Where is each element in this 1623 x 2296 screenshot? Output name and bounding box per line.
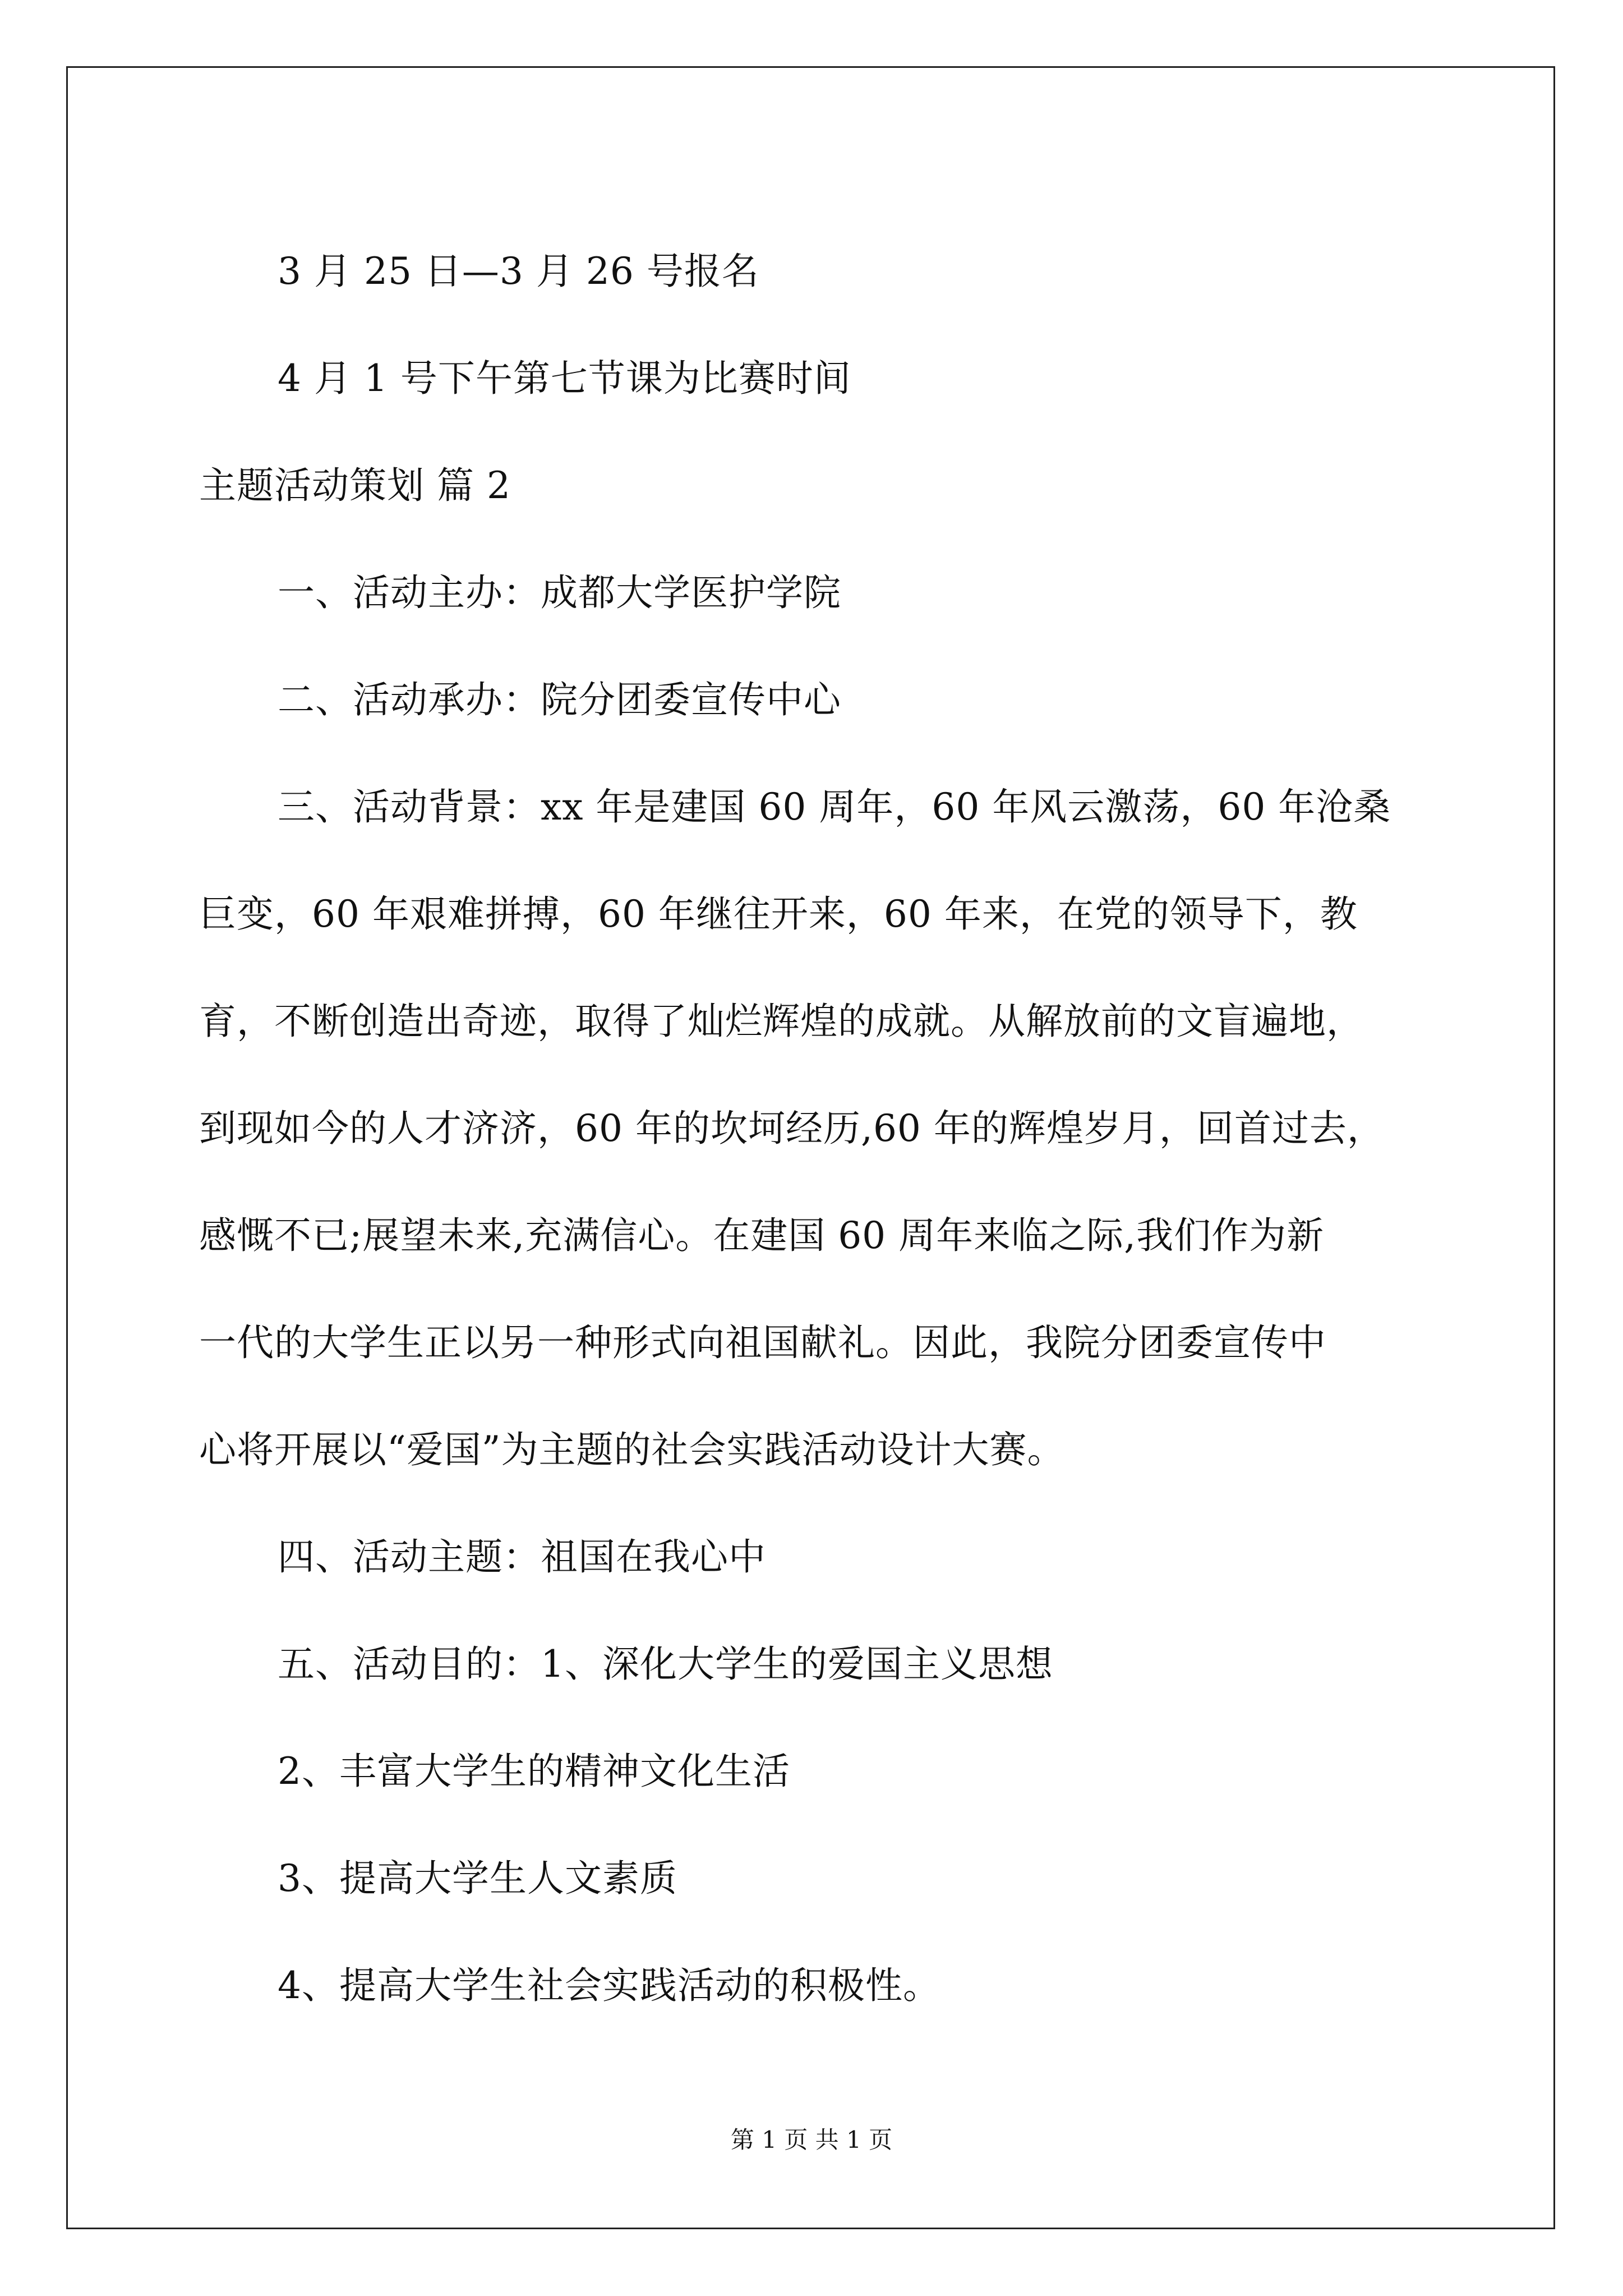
text-line: 三、活动背景：xx 年是建国 60 周年，60 年风云激荡，60 年沧桑 xyxy=(278,785,1391,829)
text-line: 五、活动目的：1、深化大学生的爱国主义思想 xyxy=(278,1642,1053,1686)
text-line: 一、活动主办：成都大学医护学院 xyxy=(278,571,841,614)
document-body xyxy=(199,218,1438,2039)
text-line: 四、活动主题：祖国在我心中 xyxy=(278,1535,766,1579)
page-footer: 第 1 页 共 1 页 xyxy=(730,2126,893,2154)
text-line: 3、提高大学生人文素质 xyxy=(278,1857,677,1900)
text-line: 二、活动承办：院分团委宣传中心 xyxy=(278,678,841,721)
text-line: 巨变，60 年艰难拼搏，60 年继往开来，60 年来，在党的领导下，教 xyxy=(199,892,1358,936)
text-line: 4、提高大学生社会实践活动的积极性。 xyxy=(278,1964,940,2007)
text-line: 2、丰富大学生的精神文化生活 xyxy=(278,1750,790,1793)
text-line: 一代的大学生正以另一种形式向祖国献礼。因此，我院分团委宣传中 xyxy=(199,1321,1326,1364)
section-heading: 主题活动策划 篇 2 xyxy=(199,464,511,507)
text-line: 到现如今的人才济济，60 年的坎坷经历,60 年的辉煌岁月，回首过去， xyxy=(199,1107,1385,1150)
text-line: 心将开展以“爱国”为主题的社会实践活动设计大赛。 xyxy=(199,1428,1065,1471)
text-line: 感慨不已;展望未来,充满信心。在建国 60 周年来临之际,我们作为新 xyxy=(199,1214,1325,1257)
text-line: 3 月 25 日—3 月 26 号报名 xyxy=(278,250,759,293)
text-line: 育，不断创造出奇迹，取得了灿烂辉煌的成就。从解放前的文盲遍地， xyxy=(199,1000,1364,1043)
text-line: 4 月 1 号下午第七节课为比赛时间 xyxy=(278,357,851,400)
